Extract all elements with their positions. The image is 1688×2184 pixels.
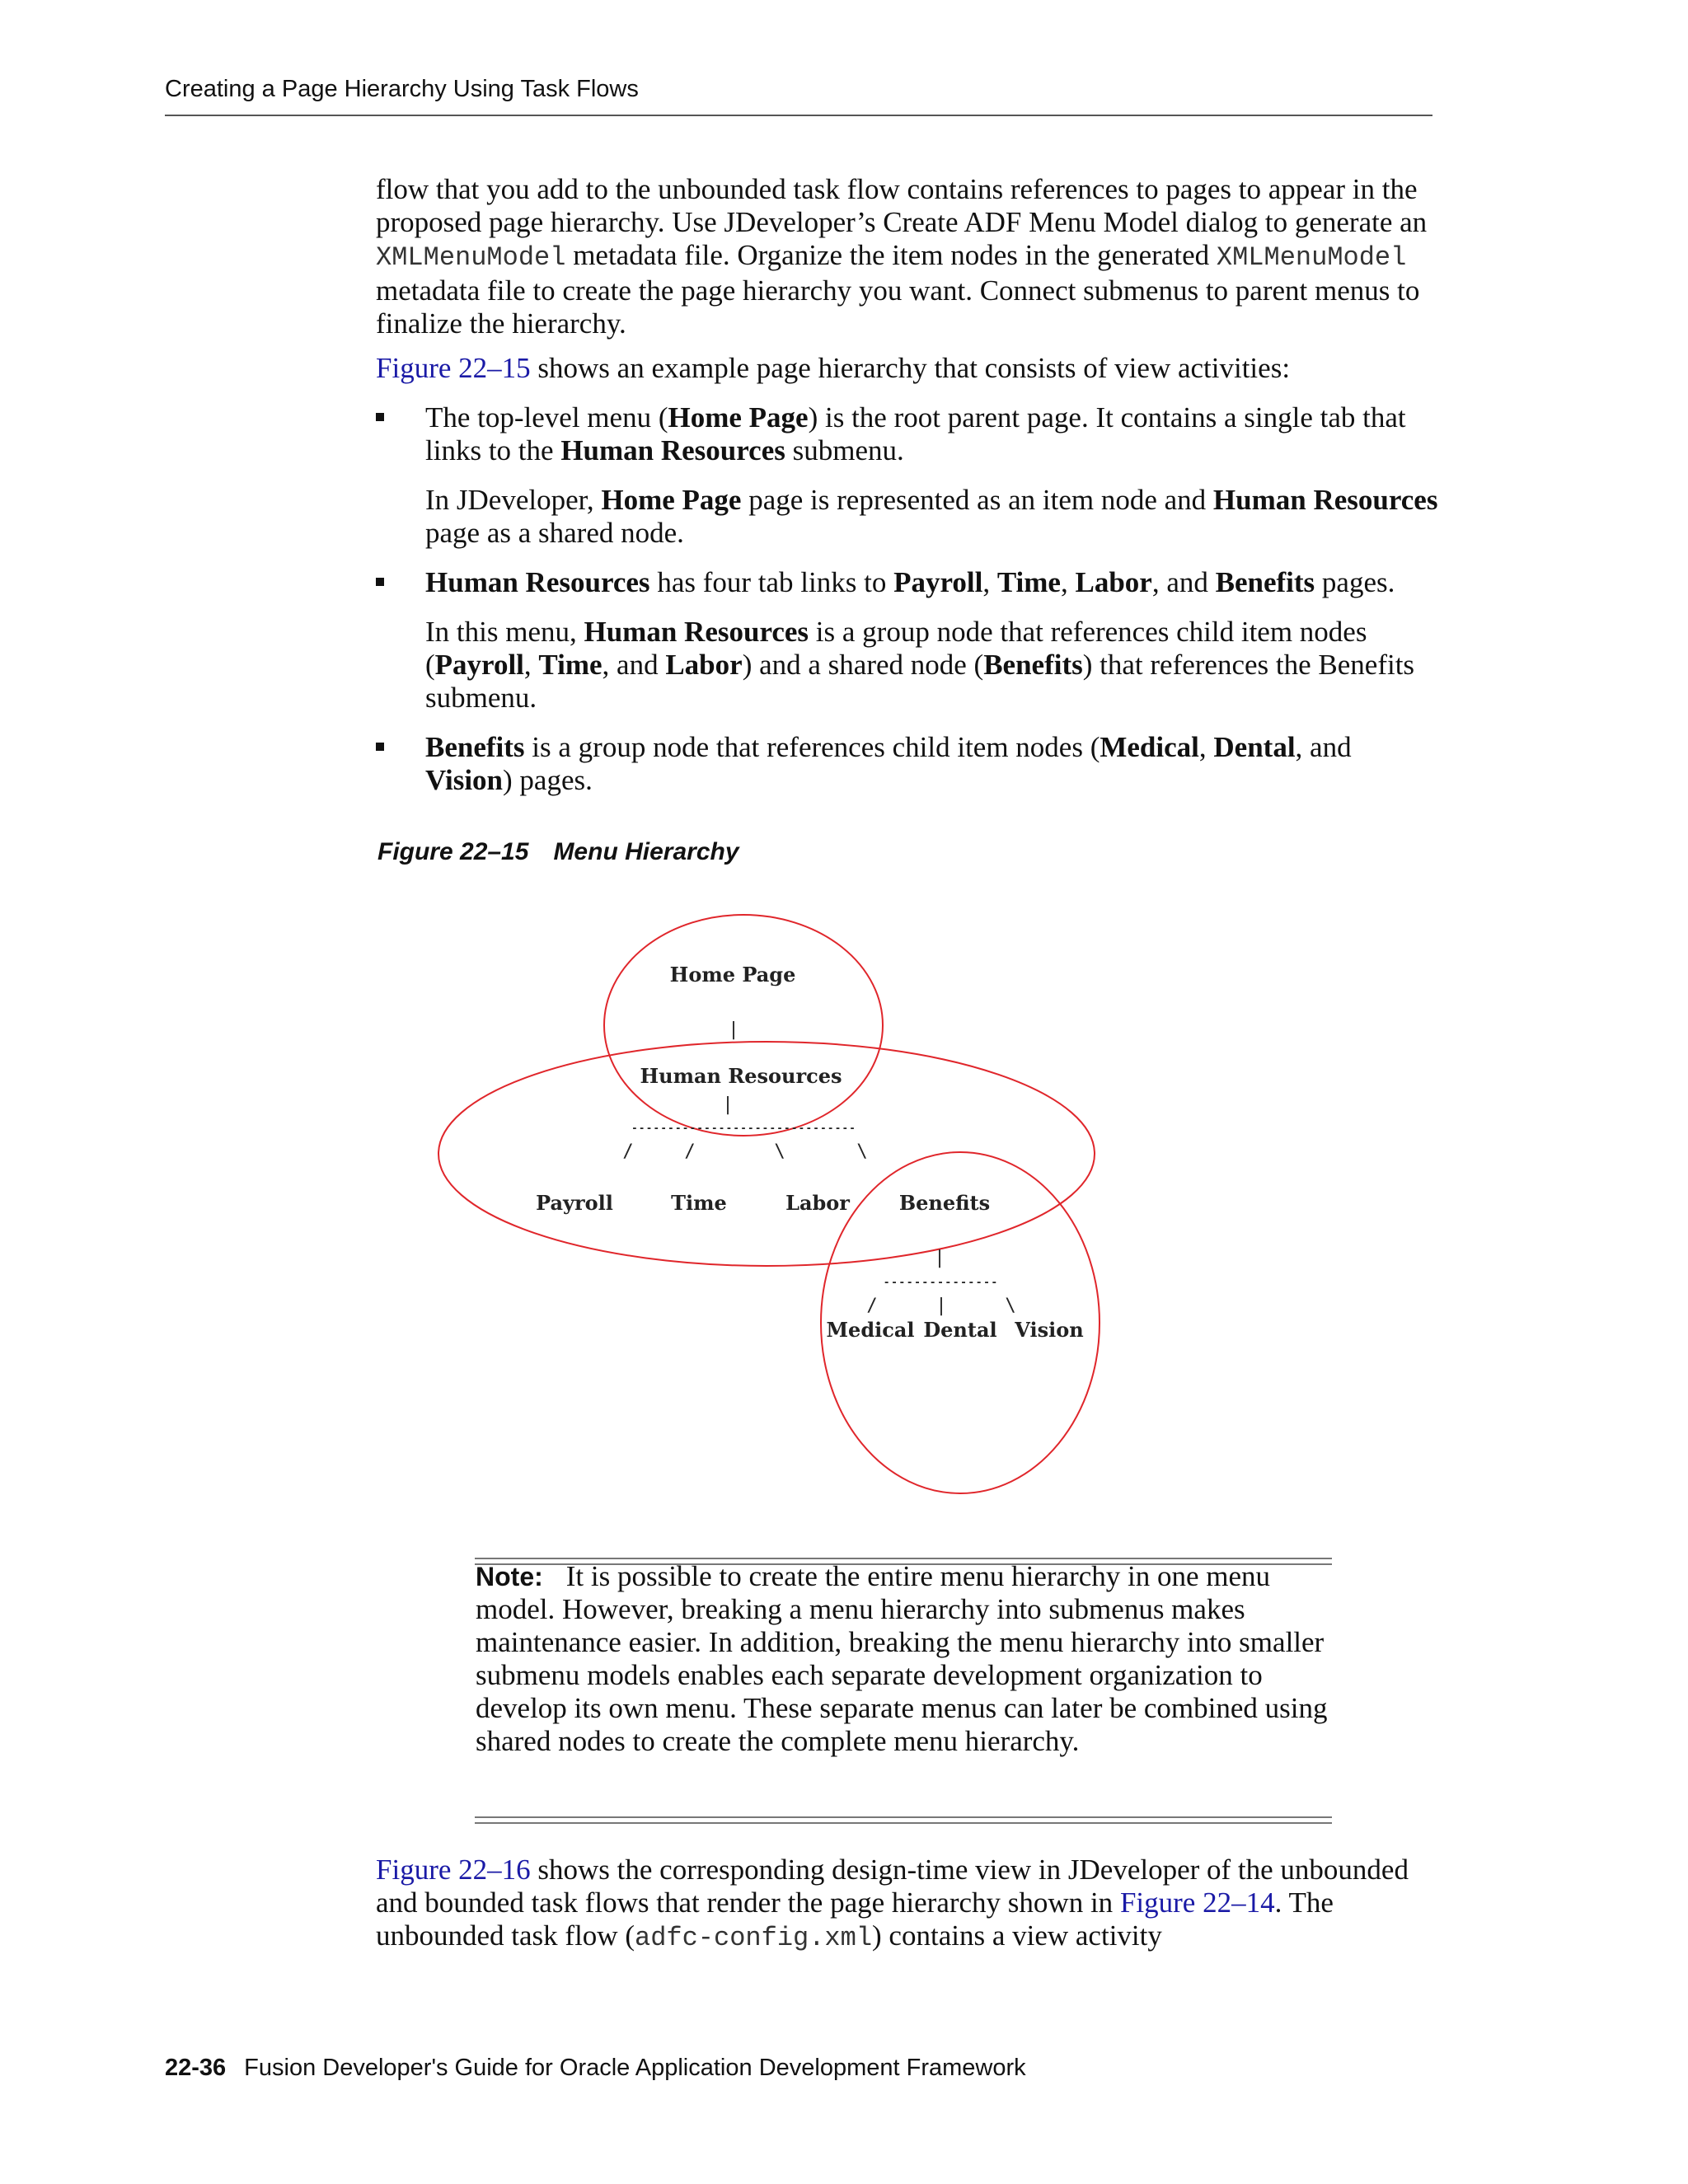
figure-22-15-link[interactable]: Figure 22–15 bbox=[376, 352, 531, 384]
bold-term: Human Resources bbox=[584, 616, 809, 648]
bold-term: Payroll bbox=[434, 649, 524, 681]
text-run: ) and a shared node ( bbox=[742, 649, 984, 681]
node-home-page: Home Page bbox=[669, 963, 796, 987]
text-run: The top-level menu ( bbox=[425, 401, 668, 434]
figure-22-16-link[interactable]: Figure 22–16 bbox=[376, 1854, 531, 1886]
intro-text-3: metadata file to create the page hierarchy you want. Connect submenus to parent menus to finalize the hierarchy. bbox=[376, 274, 1420, 340]
figure-intro-text: shows an example page hierarchy that consists of view activities: bbox=[530, 352, 1291, 384]
connector-pipe: | bbox=[722, 1094, 734, 1115]
bold-term: Human Resources bbox=[1212, 484, 1438, 516]
text-run: , bbox=[1198, 731, 1214, 763]
intro-text-1: flow that you add to the unbounded task flow contains references to pages to appear in the proposed page hierarchy. Use JDeveloper’s Create ADF Menu Model dialog to generate an bbox=[376, 173, 1428, 238]
text-run: , and bbox=[602, 649, 666, 681]
bold-term: Home Page bbox=[601, 484, 742, 516]
connector-backslash: \ bbox=[774, 1141, 785, 1162]
bold-term: Dental bbox=[1213, 731, 1296, 763]
page-footer bbox=[165, 2055, 1026, 2082]
text-run: page as a shared node. bbox=[425, 517, 684, 549]
connector-pipe: | bbox=[934, 1248, 945, 1268]
note-top-rule bbox=[475, 1558, 1332, 1559]
text-run: , and bbox=[1151, 566, 1216, 598]
text-run: ) is the root parent page. It contains a single tab that links to the bbox=[425, 401, 1406, 466]
connector-slash: / bbox=[866, 1296, 878, 1316]
figure-number: Figure 22–15 bbox=[377, 838, 529, 865]
text-run: In this menu, bbox=[425, 616, 584, 648]
connector-backslash: \ bbox=[856, 1141, 868, 1162]
node-medical: Medical bbox=[826, 1318, 915, 1342]
text-run: is a group node that references child item nodes ( bbox=[425, 616, 1367, 681]
note-label: Note: bbox=[476, 1562, 543, 1591]
bold-term: Benefits bbox=[983, 649, 1083, 681]
note-box bbox=[476, 1560, 1333, 1758]
text-run: is a group node that references child item nodes ( bbox=[524, 731, 1100, 763]
bold-term: Labor bbox=[665, 649, 743, 681]
node-vision: Vision bbox=[1015, 1318, 1084, 1342]
text-run: In JDeveloper, bbox=[425, 484, 602, 516]
text-run: , bbox=[1060, 566, 1076, 598]
connector-pipe: | bbox=[728, 1019, 739, 1040]
bold-term: Time bbox=[538, 649, 603, 681]
bold-term: Home Page bbox=[668, 401, 809, 434]
bold-term: Payroll bbox=[893, 566, 983, 598]
text-run: , bbox=[982, 566, 997, 598]
connector-backslash: \ bbox=[1005, 1296, 1016, 1316]
bold-term: Medical bbox=[1100, 731, 1199, 763]
text-run: submenu. bbox=[785, 434, 904, 466]
connector-dashes: ------------------------------- bbox=[631, 1118, 856, 1138]
code-adfc-config: adfc-config.xml bbox=[634, 1923, 873, 1953]
node-benefits: Benefits bbox=[898, 1191, 991, 1215]
connector-dashes: --------------- bbox=[883, 1272, 998, 1292]
bold-term: Time bbox=[996, 566, 1061, 598]
text-run: pages. bbox=[1315, 566, 1395, 598]
node-payroll: Payroll bbox=[536, 1191, 613, 1215]
bold-term: Vision bbox=[425, 764, 504, 796]
bold-term: Human Resources bbox=[560, 434, 785, 466]
intro-text-2: metadata file. Organize the item nodes in the generated bbox=[565, 239, 1217, 271]
text-run: shows the corresponding design-time view in JDeveloper of the unbounded and bounded task flows that render the page hierarchy shown in bbox=[376, 1854, 1409, 1919]
node-time: Time bbox=[671, 1191, 727, 1215]
code-xmlmenumodel-2: XMLMenuModel bbox=[1216, 242, 1407, 273]
note-text: It is possible to create the entire menu hierarchy in one menu model. However, breaking a menu hierarchy into submenus makes maintenance easier. In addition, breaking the menu hierarchy into smaller submenu models enables each separate development organization to develop its own menu. These separate menus can later be combined using shared nodes to create the complete menu hierarchy. bbox=[476, 1560, 1328, 1757]
note-bottom-rule bbox=[475, 1816, 1332, 1818]
note-bottom-rule bbox=[475, 1822, 1332, 1824]
text-run: , bbox=[523, 649, 539, 681]
figure-22-14-link[interactable]: Figure 22–14 bbox=[1119, 1886, 1275, 1919]
page-number: 22-36 bbox=[165, 2055, 227, 2081]
bold-term: Benefits bbox=[425, 731, 525, 763]
code-xmlmenumodel-1: XMLMenuModel bbox=[376, 242, 566, 273]
figure-title: Menu Hierarchy bbox=[553, 838, 739, 865]
book-title: Fusion Developer's Guide for Oracle Application Development Framework bbox=[244, 2055, 1026, 2081]
node-human-resources: Human Resources bbox=[640, 1064, 842, 1088]
node-dental: Dental bbox=[923, 1318, 997, 1342]
connector-slash: / bbox=[622, 1141, 634, 1162]
text-run: has four tab links to bbox=[649, 566, 894, 598]
bold-term: Labor bbox=[1075, 566, 1152, 598]
text-run: , and bbox=[1295, 731, 1352, 763]
text-run: . The unbounded task flow ( bbox=[376, 1886, 1334, 1952]
connector-slash: / bbox=[684, 1141, 696, 1162]
bold-term: Human Resources bbox=[425, 566, 650, 598]
design-time-paragraph bbox=[376, 1854, 1439, 1955]
home-page-circle bbox=[604, 915, 883, 1136]
text-run: ) contains a view activity bbox=[872, 1919, 1162, 1952]
text-run: ) that references the Benefits submenu. bbox=[425, 649, 1415, 714]
bold-term: Benefits bbox=[1215, 566, 1315, 598]
connector-pipe: | bbox=[935, 1296, 947, 1316]
text-run: ) pages. bbox=[503, 764, 593, 796]
text-run: page is represented as an item node and bbox=[741, 484, 1213, 516]
node-labor: Labor bbox=[785, 1191, 850, 1215]
running-header: Creating a Page Hierarchy Using Task Flows bbox=[165, 76, 639, 102]
